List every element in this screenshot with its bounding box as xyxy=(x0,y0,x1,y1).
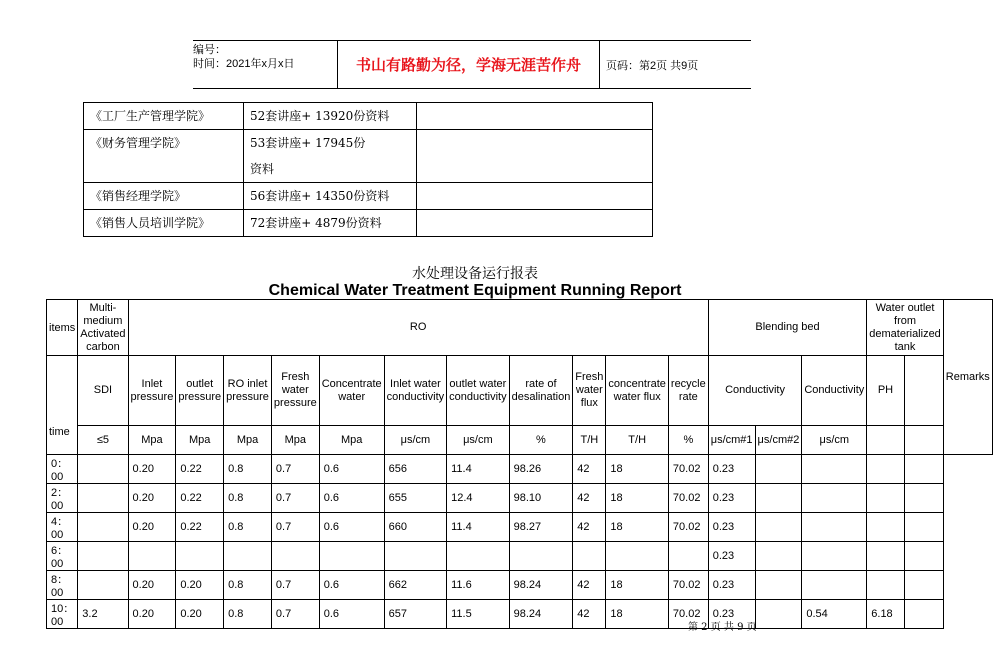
list-extra xyxy=(417,103,653,130)
group-ro: RO xyxy=(128,300,708,356)
header-meta xyxy=(193,41,337,90)
group-carbon: Multi-medium Activated carbon xyxy=(78,300,128,356)
list-extra xyxy=(417,130,653,183)
data-cell xyxy=(802,513,867,542)
data-cell xyxy=(867,542,904,571)
data-cell: 660 xyxy=(384,513,446,542)
data-cell xyxy=(573,542,606,571)
list-row xyxy=(84,130,653,183)
list-extra xyxy=(417,183,653,210)
data-cell xyxy=(802,455,867,484)
items-label: items xyxy=(47,300,78,356)
header-motto: 书山有路勤为径，学海无涯苦作舟 xyxy=(337,41,600,88)
list-name: 《销售人员培训学院》 xyxy=(84,210,244,237)
data-cell: 0.8 xyxy=(224,600,272,629)
data-cell: 0.23 xyxy=(708,571,755,600)
data-cell: 0.20 xyxy=(128,484,176,513)
data-cell xyxy=(755,600,802,629)
data-cell: 0.22 xyxy=(176,484,224,513)
data-cell xyxy=(904,600,943,629)
data-cell: 0.23 xyxy=(708,513,755,542)
unit-cell: Mpa xyxy=(224,426,272,455)
list-row xyxy=(84,210,653,237)
data-cell xyxy=(78,513,128,542)
unit-cell: Mpa xyxy=(128,426,176,455)
col-outlet-conductivity: outlet water conductivity xyxy=(447,356,509,426)
data-cell: 42 xyxy=(573,455,606,484)
data-cell xyxy=(755,484,802,513)
data-cell: 70.02 xyxy=(668,484,708,513)
data-cell: 0.22 xyxy=(176,513,224,542)
data-cell xyxy=(668,542,708,571)
list-desc: 53套讲座+ 17945份资料 xyxy=(244,130,417,183)
col-inlet-conductivity: Inlet water conductivity xyxy=(384,356,446,426)
data-rows xyxy=(47,455,993,629)
course-list-table xyxy=(83,102,653,237)
data-cell xyxy=(904,455,943,484)
page-footer: 第 2 页 共 9 页 xyxy=(688,622,757,633)
data-cell xyxy=(867,484,904,513)
data-cell: 18 xyxy=(606,484,668,513)
data-cell: 42 xyxy=(573,600,606,629)
data-cell: 98.27 xyxy=(509,513,573,542)
data-cell xyxy=(755,571,802,600)
unit-cell: Mpa xyxy=(176,426,224,455)
unit-cell: ≤5 xyxy=(78,426,128,455)
data-cell xyxy=(904,542,943,571)
data-cell: 0.8 xyxy=(224,571,272,600)
col-fresh-water-pressure: Fresh water pressure xyxy=(271,356,319,426)
data-cell: 0.6 xyxy=(319,600,384,629)
data-cell xyxy=(509,542,573,571)
data-cell: 0.20 xyxy=(128,571,176,600)
data-cell: 98.24 xyxy=(509,600,573,629)
group-blending-bed: Blending bed xyxy=(708,300,867,356)
time-cell: 8：00 xyxy=(47,571,78,600)
data-cell: 657 xyxy=(384,600,446,629)
table-row xyxy=(47,600,993,629)
data-cell: 18 xyxy=(606,600,668,629)
data-cell xyxy=(78,484,128,513)
units-row xyxy=(47,426,993,455)
data-cell: 0.6 xyxy=(319,571,384,600)
data-cell xyxy=(755,455,802,484)
unit-cell: μs/cm xyxy=(802,426,867,455)
list-desc: 52套讲座+ 13920份资料 xyxy=(244,103,417,130)
data-cell: 12.4 xyxy=(447,484,509,513)
data-cell: 0.7 xyxy=(271,571,319,600)
data-cell: 0.8 xyxy=(224,513,272,542)
data-cell: 0.8 xyxy=(224,455,272,484)
data-cell: 6.18 xyxy=(867,600,904,629)
data-cell: 11.4 xyxy=(447,513,509,542)
data-cell: 70.02 xyxy=(668,571,708,600)
table-row xyxy=(47,513,993,542)
data-cell xyxy=(904,571,943,600)
list-extra xyxy=(417,210,653,237)
col-ro-inlet-pressure: RO inlet pressure xyxy=(224,356,272,426)
running-report-table xyxy=(46,299,993,629)
data-cell xyxy=(176,542,224,571)
data-cell xyxy=(755,542,802,571)
data-cell xyxy=(867,513,904,542)
data-cell: 0.6 xyxy=(319,484,384,513)
data-cell: 70.02 xyxy=(668,455,708,484)
list-name: 《财务管理学院》 xyxy=(84,130,244,183)
data-cell xyxy=(904,484,943,513)
data-cell xyxy=(802,484,867,513)
table-row xyxy=(47,571,993,600)
col-outlet-pressure: outlet pressure xyxy=(176,356,224,426)
page-header xyxy=(193,40,751,89)
number-label: 编号： xyxy=(193,44,226,56)
time-label: time xyxy=(47,356,78,455)
data-cell: 662 xyxy=(384,571,446,600)
list-desc: 72套讲座+ 4879份资料 xyxy=(244,210,417,237)
data-cell: 0.23 xyxy=(708,484,755,513)
data-cell: 0.8 xyxy=(224,484,272,513)
table-row xyxy=(47,484,993,513)
data-cell xyxy=(802,542,867,571)
col-desalination-rate: rate of desalination xyxy=(509,356,573,426)
unit-cell: T/H xyxy=(606,426,668,455)
data-cell: 70.02 xyxy=(668,600,708,629)
col-concentrate-water: Concentrate water xyxy=(319,356,384,426)
data-cell xyxy=(224,542,272,571)
unit-cell: % xyxy=(668,426,708,455)
data-cell xyxy=(271,542,319,571)
col-concentrate-flux: concentrate water flux xyxy=(606,356,668,426)
data-cell: 70.02 xyxy=(668,513,708,542)
time-cell: 2：00 xyxy=(47,484,78,513)
data-cell: 0.7 xyxy=(271,600,319,629)
col-ph: PH xyxy=(867,356,904,426)
unit-cell: Mpa xyxy=(271,426,319,455)
data-cell: 0.22 xyxy=(176,455,224,484)
list-row xyxy=(84,183,653,210)
data-cell xyxy=(319,542,384,571)
time-cell: 10：00 xyxy=(47,600,78,629)
data-cell: 42 xyxy=(573,571,606,600)
col-outlet-conductivity-tank: Conductivity xyxy=(802,356,867,426)
col-fresh-water-flux: Fresh water flux xyxy=(573,356,606,426)
unit-cell: μs/cm#1 xyxy=(708,426,755,455)
remarks-header: Remarks xyxy=(943,300,992,455)
data-cell: 655 xyxy=(384,484,446,513)
list-desc: 56套讲座+ 14350份资料 xyxy=(244,183,417,210)
table-row xyxy=(47,455,993,484)
report-title-en: Chemical Water Treatment Equipment Running Report xyxy=(268,282,682,299)
list-name: 《工厂生产管理学院》 xyxy=(84,103,244,130)
data-cell: 18 xyxy=(606,513,668,542)
group-water-outlet: Water outlet from dematerialized tank xyxy=(867,300,944,356)
data-cell xyxy=(447,542,509,571)
data-cell xyxy=(755,513,802,542)
data-cell: 656 xyxy=(384,455,446,484)
list-name: 《销售经理学院》 xyxy=(84,183,244,210)
header-page-label: 页码：第2页 共9页 xyxy=(606,59,699,72)
data-cell: 0.7 xyxy=(271,455,319,484)
list-row xyxy=(84,103,653,130)
data-cell xyxy=(802,571,867,600)
data-cell: 18 xyxy=(606,571,668,600)
unit-cell: μs/cm xyxy=(384,426,446,455)
col-blending-conductivity: Conductivity xyxy=(708,356,802,426)
col-recycle-rate: recycle rate xyxy=(668,356,708,426)
data-cell: 98.10 xyxy=(509,484,573,513)
report-title-cn: 水处理设备运行报表 xyxy=(412,266,538,282)
unit-cell xyxy=(904,426,943,455)
data-cell: 0.20 xyxy=(128,600,176,629)
data-cell: 0.23 xyxy=(708,600,755,629)
time-cell: 6：00 xyxy=(47,542,78,571)
data-cell xyxy=(867,571,904,600)
data-cell: 0.20 xyxy=(176,571,224,600)
data-cell: 0.54 xyxy=(802,600,867,629)
table-row xyxy=(47,542,993,571)
data-cell xyxy=(384,542,446,571)
data-cell: 11.4 xyxy=(447,455,509,484)
date-label: 时间：2021年x月x日 xyxy=(193,58,295,70)
data-cell: 18 xyxy=(606,455,668,484)
unit-cell: % xyxy=(509,426,573,455)
time-cell: 0：00 xyxy=(47,455,78,484)
data-cell: 0.23 xyxy=(708,455,755,484)
group-header-row xyxy=(47,300,993,356)
data-cell xyxy=(78,571,128,600)
data-cell xyxy=(78,542,128,571)
unit-cell: Mpa xyxy=(319,426,384,455)
data-cell: 11.6 xyxy=(447,571,509,600)
data-cell xyxy=(867,455,904,484)
data-cell xyxy=(128,542,176,571)
data-cell: 0.20 xyxy=(176,600,224,629)
data-cell: 0.20 xyxy=(128,455,176,484)
data-cell: 42 xyxy=(573,513,606,542)
data-cell: 98.24 xyxy=(509,571,573,600)
data-cell: 11.5 xyxy=(447,600,509,629)
data-cell: 0.6 xyxy=(319,455,384,484)
unit-cell: μs/cm#2 xyxy=(755,426,802,455)
data-cell xyxy=(904,513,943,542)
unit-cell xyxy=(867,426,904,455)
unit-cell: μs/cm xyxy=(447,426,509,455)
data-cell: 98.26 xyxy=(509,455,573,484)
col-inlet-pressure: Inlet pressure xyxy=(128,356,176,426)
time-cell: 4：00 xyxy=(47,513,78,542)
data-cell: 0.23 xyxy=(708,542,755,571)
column-header-row xyxy=(47,356,993,426)
data-cell: 0.20 xyxy=(128,513,176,542)
data-cell xyxy=(78,455,128,484)
data-cell: 0.6 xyxy=(319,513,384,542)
data-cell: 0.7 xyxy=(271,513,319,542)
col-sdi: SDI xyxy=(78,356,128,426)
unit-cell: T/H xyxy=(573,426,606,455)
data-cell: 0.7 xyxy=(271,484,319,513)
data-cell: 42 xyxy=(573,484,606,513)
data-cell xyxy=(606,542,668,571)
data-cell: 3.2 xyxy=(78,600,128,629)
